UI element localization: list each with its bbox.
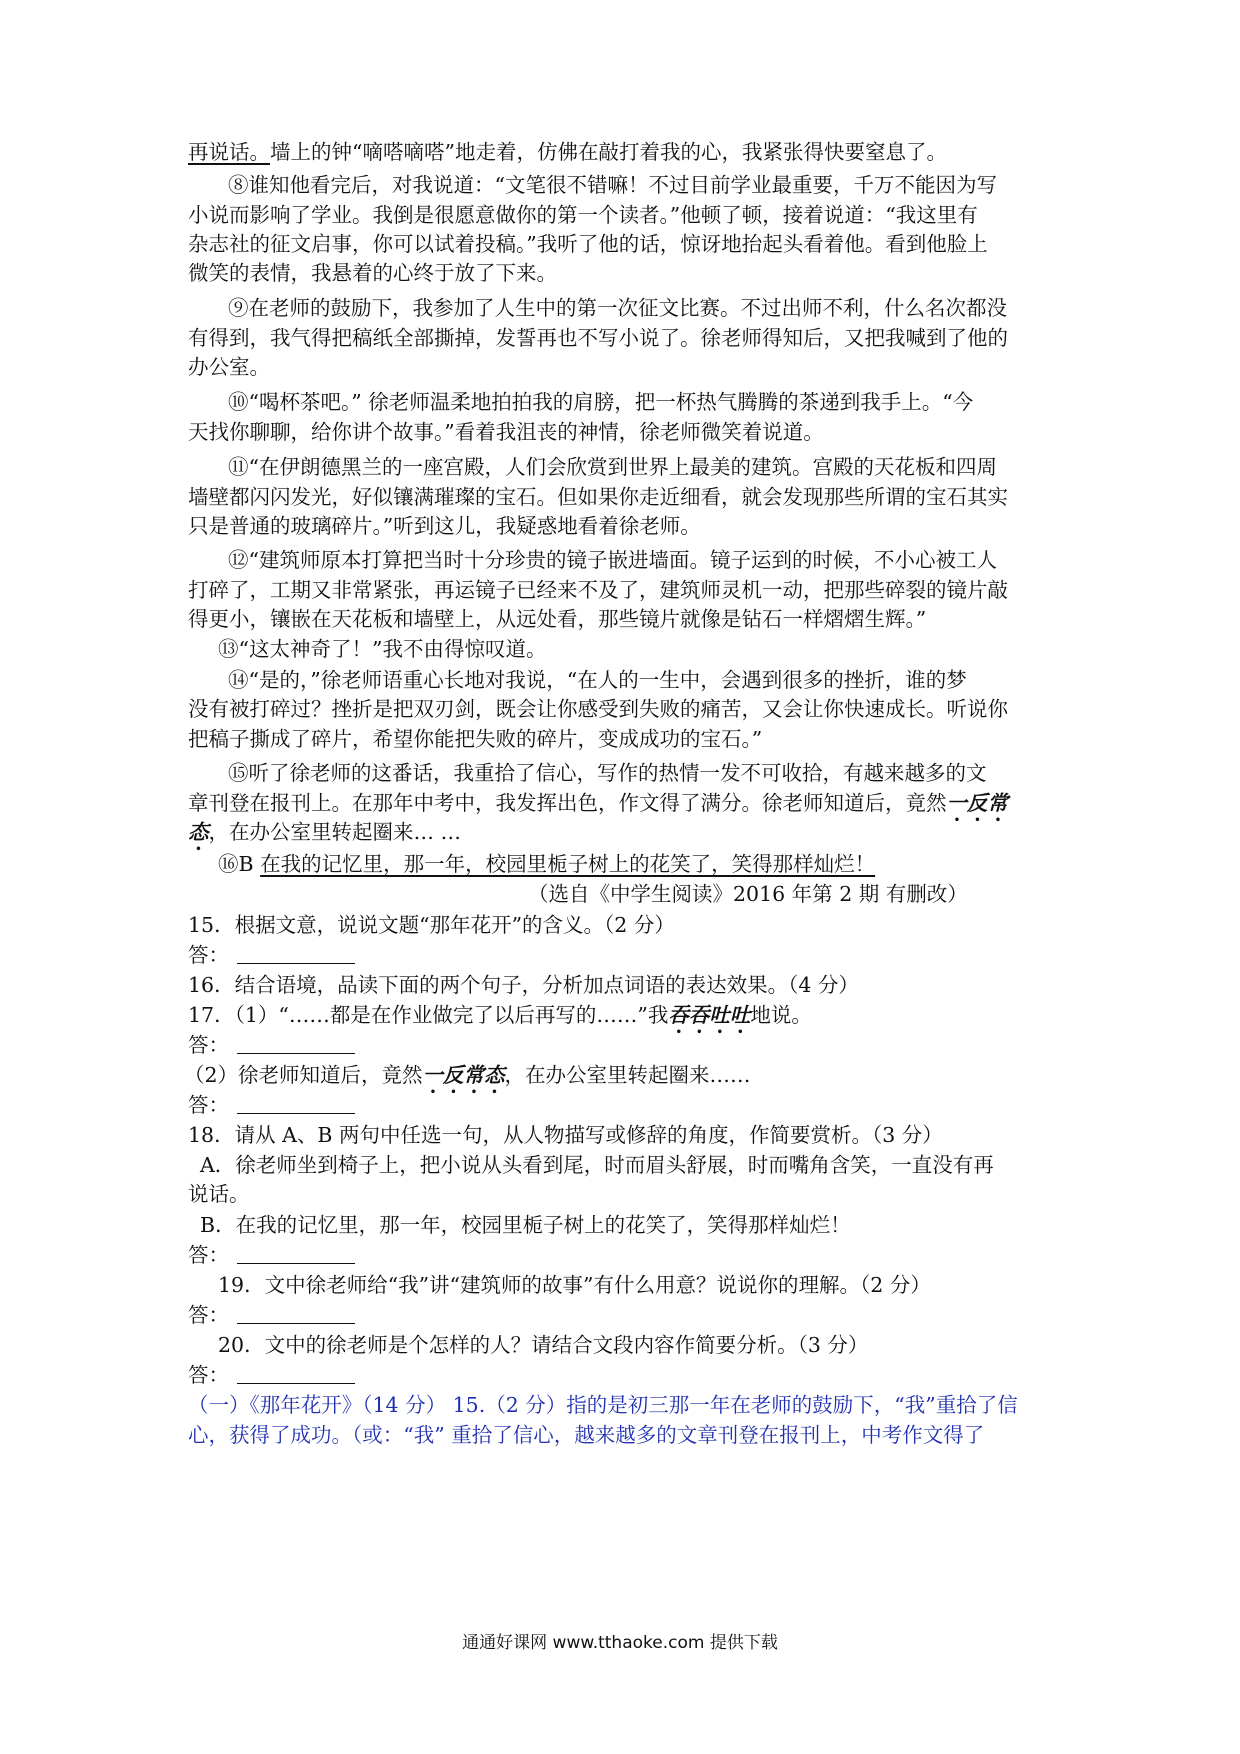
passage-line: 微笑的表情，我悬着的心终于放了下来。 <box>188 261 557 285</box>
passage-line: 天找你聊聊，给你讲个故事。”看着我沮丧的神情，徐老师微笑着说道。 <box>188 420 824 444</box>
passage-line: 有得到，我气得把稿纸全部撕掉，发誓再也不写小说了。徐老师得知后，又把我喊到了他的 <box>188 326 1008 350</box>
paragraph-15: ⑮听了徐老师的这番话，我重拾了信心，写作的热情一发不可收拾，有越来越多的文 <box>228 761 987 785</box>
paragraph-12: ⑫“建筑师原本打算把当时十分珍贵的镜子嵌进墙面。镜子运到的时候，不小心被工人 <box>228 548 997 572</box>
question-17-2: （2）徐老师知道后，竟然一反常态，在办公室里转起圈来…… <box>184 1063 751 1087</box>
passage-line: 杂志社的征文启事，你可以试着投稿。”我听了他的话，惊讶地抬起头看着他。看到他脸上 <box>188 232 988 256</box>
answer-line: 答： <box>188 940 355 970</box>
option-a-cont: 说话。 <box>188 1182 250 1206</box>
emphasized-word: 一反常态 <box>422 1063 505 1087</box>
passage-line: 小说而影响了学业。我倒是很愿意做你的第一个读者。”他顿了顿，接着说道：“我这里有 <box>188 203 978 227</box>
emphasized-word: 吞吞吐吐 <box>668 1003 751 1027</box>
passage-line: 章刊登在报刊上。在那年中考中，我发挥出色，作文得了满分。徐老师知道后，竟然一反常 <box>188 791 1008 815</box>
option-b: B．在我的记忆里，那一年，校园里栀子树上的花笑了，笑得那样灿烂！ <box>200 1213 851 1237</box>
answer-line: 答： <box>188 1030 355 1060</box>
paragraph-8: ⑧谁知他看完后，对我说道：“文笔很不错嘛！不过目前学业最重要，千万不能因为写 <box>228 173 997 197</box>
passage-line: 办公室。 <box>188 355 270 379</box>
passage-line: 再说话。墙上的钟“嘀嗒嘀嗒”地走着，仿佛在敲打着我的心，我紧张得快要窒息了。 <box>188 140 947 164</box>
answer-line: 答： <box>188 1240 355 1270</box>
paragraph-14: ⑭“是的，”徐老师语重心长地对我说，“在人的一生中，会遇到很多的挫折，谁的梦 <box>228 668 967 692</box>
paragraph-10: ⑩“喝杯茶吧。” 徐老师温柔地拍拍我的肩膀，把一杯热气腾腾的茶递到我手上。“今 <box>228 390 974 414</box>
answer-blank[interactable] <box>237 1245 355 1264</box>
answer-key-line: 心，获得了成功。（或：“我” 重拾了信心，越来越多的文章刊登在报刊上，中考作文得了 <box>188 1423 985 1447</box>
paragraph-9: ⑨在老师的鼓励下，我参加了人生中的第一次征文比赛。不过出师不利，什么名次都没 <box>228 296 1007 320</box>
answer-blank[interactable] <box>237 1035 355 1054</box>
answer-key-line: （一）《那年花开》（14 分） 15.（2 分）指的是初三那一年在老师的鼓励下，“我”重拾了信 <box>188 1393 1018 1417</box>
question-18: 18．请从 A、B 两句中任选一句，从人物描写或修辞的角度，作简要赏析。（3 分） <box>188 1123 943 1147</box>
answer-line: 答： <box>188 1090 355 1120</box>
passage-line: 把稿子撕成了碎片，希望你能把失败的碎片，变成成功的宝石。” <box>188 727 763 751</box>
answer-blank[interactable] <box>237 1305 355 1324</box>
option-a: A．徐老师坐到椅子上，把小说从头看到尾，时而眉头舒展，时而嘴角含笑，一直没有再 <box>200 1153 994 1177</box>
passage-line: 得更小，镶嵌在天花板和墙壁上，从远处看，那些镜片就像是钻石一样熠熠生辉。” <box>188 607 927 631</box>
question-16: 16．结合语境，品读下面的两个句子，分析加点词语的表达效果。（4 分） <box>188 973 859 997</box>
paragraph-16: ⑯B 在我的记忆里，那一年，校园里栀子树上的花笑了，笑得那样灿烂！ <box>218 852 876 876</box>
answer-line: 答： <box>188 1360 355 1390</box>
passage-line: 态，在办公室里转起圈来… … <box>188 820 462 844</box>
paragraph-11: ⑪“在伊朗德黑兰的一座宫殿，人们会欣赏到世界上最美的建筑。宫殿的天花板和四周 <box>228 455 997 479</box>
paragraph-13: ⑬“这太神奇了！”我不由得惊叹道。 <box>218 637 547 661</box>
answer-blank[interactable] <box>237 945 355 964</box>
passage-line: 墙壁都闪闪发光，好似镶满璀璨的宝石。但如果你走近细看，就会发现那些所谓的宝石其实 <box>188 485 1008 509</box>
passage-line: 打碎了，工期又非常紧张，再运镜子已经来不及了，建筑师灵机一动，把那些碎裂的镜片敲 <box>188 578 1008 602</box>
question-17-1: 17．（1）“……都是在作业做完了以后再写的……”我吞吞吐吐地说。 <box>188 1003 812 1027</box>
passage-line: 只是普通的玻璃碎片。”听到这儿，我疑惑地看着徐老师。 <box>188 514 701 538</box>
answer-line: 答： <box>188 1300 355 1330</box>
question-19: 19．文中徐老师给“我”讲“建筑师的故事”有什么用意？说说你的理解。（2 分） <box>218 1273 931 1297</box>
answer-blank[interactable] <box>237 1365 355 1384</box>
question-20: 20．文中的徐老师是个怎样的人？请结合文段内容作简要分析。（3 分） <box>218 1333 869 1357</box>
question-15: 15．根据文意，说说文题“那年花开”的含义。（2 分） <box>188 913 675 937</box>
emphasized-word: 一反常 <box>946 791 1008 815</box>
answer-blank[interactable] <box>237 1095 355 1114</box>
emphasized-word: 态 <box>188 820 209 844</box>
source-citation: （选自《中学生阅读》2016 年第 2 期 有删改） <box>528 882 968 906</box>
footer-source: 通通好课网 www.tthaoke.com 提供下载 <box>462 1633 778 1653</box>
passage-line: 没有被打碎过？挫折是把双刃剑，既会让你感受到失败的痛苦，又会让你快速成长。听说你 <box>188 697 1008 721</box>
